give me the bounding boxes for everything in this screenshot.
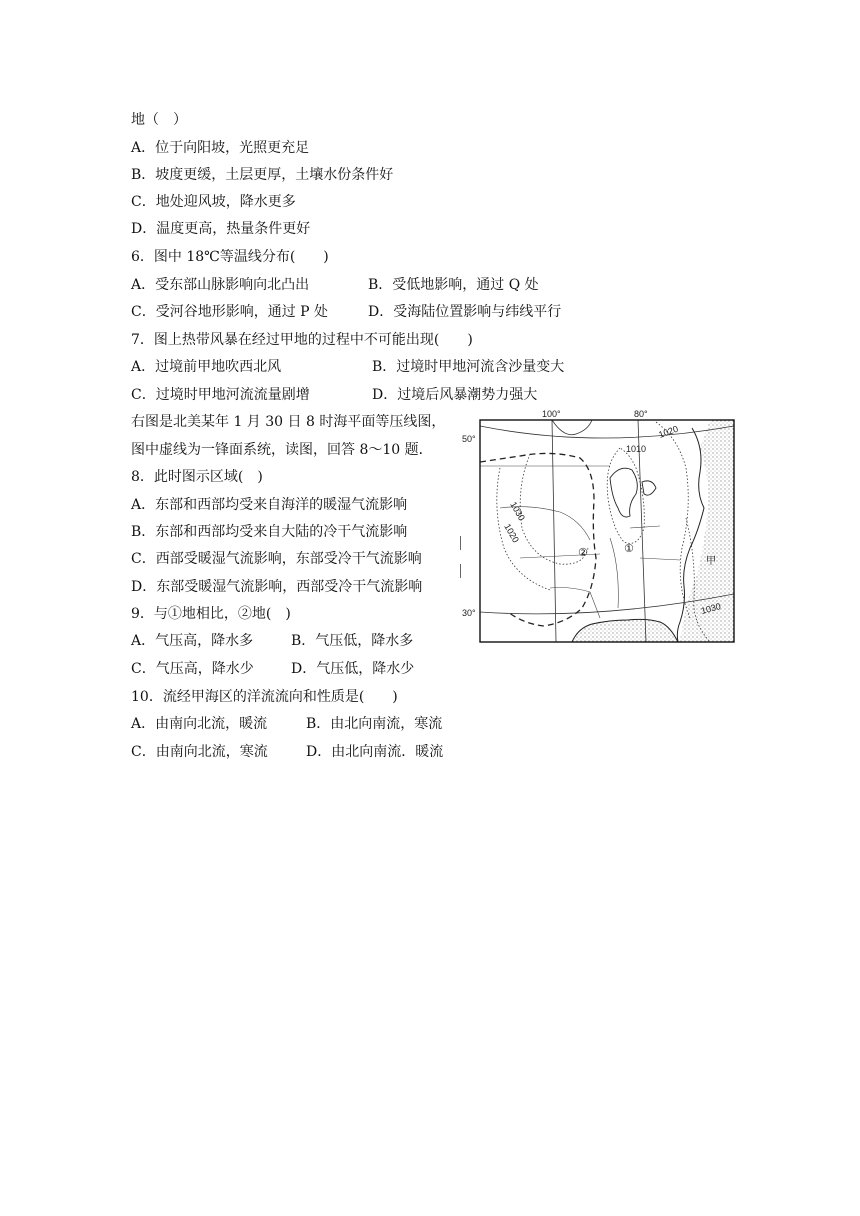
- isobar-label: 1020: [502, 522, 521, 545]
- q6-stem: 6．图中 18℃等温线分布( ): [131, 249, 329, 265]
- lon-label-100: 100°: [542, 409, 561, 419]
- q6-option-a: A．受东部山脉影响向北凸出: [131, 277, 310, 293]
- great-lakes: [610, 468, 656, 517]
- q6-option-d: D．受海陆位置影响与纬线平行: [368, 304, 562, 320]
- intro-line-2: 图中虚线为一锋面系统，读图，回答 8～10 题．: [131, 442, 433, 458]
- lat-label-50: 50°: [462, 434, 476, 444]
- isobar-label: 1030: [699, 601, 722, 616]
- q9-option-c: C．气压高，降水少: [131, 661, 254, 677]
- q7-option-b: B．过境时甲地河流含沙量变大: [372, 359, 565, 375]
- isobar-label: 1020: [657, 423, 680, 440]
- q5-option-c: C．地处迎风坡，降水更多: [131, 194, 296, 210]
- isobar: [656, 422, 690, 618]
- q8-option-b: B．东部和西部均受来自大陆的冷干气流影响: [131, 524, 408, 540]
- q8-option-a: A．东部和西部均受来自海洋的暖湿气流影响: [131, 497, 408, 513]
- point-1-marker: ①: [624, 542, 634, 555]
- q8-option-d: D．东部受暖湿气流影响，西部受冷干气流影响: [131, 579, 423, 595]
- hudson-bay: [552, 420, 592, 435]
- isobar-map: [460, 408, 740, 656]
- q10-option-d: D．由北向南流．暖流: [306, 744, 444, 760]
- intro-line-1: 右图是北美某年 1 月 30 日 8 时海平面等压线图，: [131, 414, 446, 430]
- lon-label-80: 80°: [634, 409, 648, 419]
- q6-option-c: C．受河谷地形影响，通过 P 处: [131, 304, 329, 320]
- q5-option-d: D．温度更高，热量条件更好: [131, 221, 311, 237]
- q5-option-a: A．位于向阳坡，光照更充足: [131, 140, 310, 156]
- q5-option-b: B．坡度更缓，土层更厚，土壤水份条件好: [131, 167, 394, 183]
- sea-jia-label: 甲: [706, 556, 716, 567]
- q10-option-c: C．由南向北流，寒流: [131, 744, 268, 760]
- q7-stem: 7．图上热带风暴在经过甲地的过程中不可能出现( ): [131, 332, 473, 348]
- q8-option-c: C．西部受暖湿气流影响，东部受冷干气流影响: [131, 551, 422, 567]
- q9-option-d: D．气压低，降水少: [291, 661, 415, 677]
- lat-label-30: 30°: [462, 608, 476, 618]
- q6-option-b: B．受低地影响，通过 Q 处: [368, 277, 539, 293]
- q9-option-a: A．气压高，降水多: [131, 633, 254, 649]
- front-line: [480, 453, 596, 626]
- q8-stem: 8．此时图示区域( ): [131, 469, 263, 485]
- q7-option-d: D．过境后风暴潮势力强大: [372, 387, 538, 403]
- q5-stem-tail: 地（ ）: [131, 112, 187, 128]
- isobar-label: 1010: [626, 444, 647, 454]
- q10-stem: 10．流经甲海区的洋流流向和性质是( ): [131, 689, 398, 705]
- q9-option-b: B．气压低，降水多: [291, 633, 414, 649]
- q9-stem: 9．与①地相比，②地( ): [131, 606, 291, 622]
- isobar-label: 1030: [508, 500, 527, 523]
- point-2-marker: ②: [578, 546, 588, 559]
- q7-option-a: A．过境前甲地吹西北风: [131, 359, 282, 375]
- q10-option-a: A．由南向北流，暖流: [131, 716, 268, 732]
- q7-option-c: C．过境时甲地河流流量剧增: [131, 387, 310, 403]
- q10-option-b: B．由北向南流，寒流: [306, 716, 443, 732]
